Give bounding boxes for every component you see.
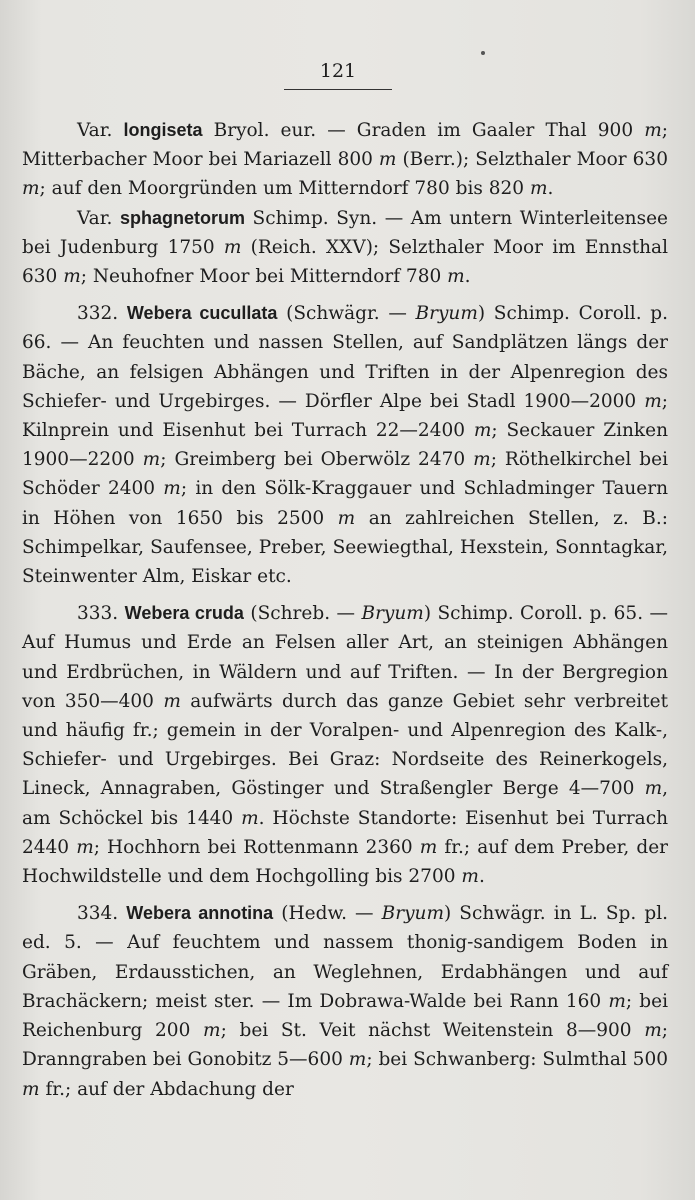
- unit: m: [644, 390, 662, 412]
- entry-lead: Var.: [77, 207, 113, 229]
- unit: m: [203, 1020, 221, 1042]
- entry-var-longiseta: Var. longiseta Bryol. eur. — Graden im Gaaler Thal 900 m; Mitterbacher Moor bei Mariazell 800 m (Berr.); Selzthaler Moor 630 m; auf den Moorgründen um Mitterndorf 780 bis 820 m.: [22, 120, 668, 200]
- unit: m: [644, 778, 663, 800]
- taxon-name: Webera annotina: [126, 903, 274, 924]
- page-number: 121: [319, 60, 357, 82]
- unit: m: [644, 120, 662, 141]
- entry-number: 334.: [77, 903, 119, 925]
- unit: m: [163, 478, 181, 500]
- unit: m: [447, 266, 465, 288]
- unit: m: [378, 149, 397, 171]
- entry-number: 333.: [77, 603, 119, 625]
- entry-number: 332.: [77, 303, 119, 325]
- unit: m: [223, 236, 242, 258]
- taxon-name: sphagnetorum: [119, 207, 245, 228]
- entry-var-sphagnetorum: Var. sphagnetorum Schimp. Syn. — Am untern Winterleitensee bei Judenburg 1750 m (Reich. XXV); Selzthaler Moor im Ennsthal 630 m; Neuhofner Moor bei Mitterndorf 780 m.: [22, 207, 668, 288]
- entry-334-webera-annotina: 334. Webera annotina (Hedw. — Bryum) Schwägr. in L. Sp. pl. ed. 5. — Auf feuchtem und nassem thonig-sandigem Boden in Gräben, Erdausstichen, an Weglehnen, Erdabhängen und auf Brachäckern; meist ster. — Im Dobrawa-Walde bei Rann 160 m; bei Reichenburg 200 m; bei St. Veit nächst Weitenstein 8—900 m; Dranngraben bei Gonobitz 5—600 m; bei Schwanberg: Sulmthal 500 m fr.; auf der Abdachung der: [22, 903, 669, 1100]
- unit: m: [142, 449, 161, 471]
- unit: m: [644, 1020, 662, 1042]
- unit: m: [473, 449, 491, 471]
- entry-332-webera-cucullata: 332. Webera cucullata (Schwägr. — Bryum) Schimp. Coroll. p. 66. — An feuchten und nassen Stellen, auf Sandplätzen längs der Bäche, an felsigen Abhängen und Triften in der Alpenregion des Schiefer- und Urgebirges. — Dörfler Alpe bei Stadl 1900—2000 m; Kilnprein und Eisenhut bei Turrach 22—2400 m; Seckauer Zinken 1900—2200 m; Greimberg bei Oberwölz 2470 m; Röthelkirchel bei Schöder 2400 m; in den Sölk-Kraggauer und Schladminger Tauern in Höhen von 1650 bis 2500 m an zahlreichen Stellen, z. B.: Schimpelkar, Saufensee, Preber, Seewiegthal, Hexstein, Sonntagkar, Steinwenter Alm, Eiskar etc.: [22, 303, 668, 588]
- unit: m: [419, 836, 438, 858]
- unit: m: [529, 178, 548, 200]
- unit: m: [63, 266, 81, 288]
- unit: m: [22, 1078, 40, 1100]
- taxon-name: Webera cruda: [124, 603, 244, 624]
- genus-synonym: Bryum: [415, 303, 478, 325]
- unit: m: [241, 807, 259, 829]
- header-rule: [284, 89, 392, 90]
- unit: m: [348, 1049, 367, 1071]
- unit: m: [461, 866, 479, 888]
- taxon-name: Webera cucullata: [126, 303, 278, 324]
- unit: m: [473, 420, 492, 442]
- taxon-name: longiseta: [123, 120, 203, 140]
- text-body: [22, 116, 668, 1104]
- entry-333-webera-cruda: 333. Webera cruda (Schreb. — Bryum) Schimp. Coroll. p. 65. — Auf Humus und Erde an Felsen aller Art, an steinigen Abhängen und Erdbrüchen, in Wäldern und auf Triften. — In der Bergregion von 350—400 m aufwärts durch das ganze Gebiet sehr verbreitet und häufig fr.; gemein in der Voralpen- und Alpenregion des Kalk-, Schiefer- und Urgebirges. Bei Graz: Nordseite des Reinerkogels, Lineck, Annagraben, Göstinger und Straßengler Berge 4—700 m, am Schöckel bis 1440 m. Höchste Standorte: Eisenhut bei Turrach 2440 m; Hochhorn bei Rottenmann 2360 m fr.; auf dem Preber, der Hochwildstelle und dem Hochgolling bis 2700 m.: [22, 603, 669, 888]
- unit: m: [76, 836, 94, 858]
- ink-speck: [481, 51, 485, 55]
- entry-lead: Var.: [77, 120, 113, 141]
- unit: m: [22, 178, 40, 200]
- genus-synonym: Bryum: [361, 603, 424, 625]
- unit: m: [608, 990, 626, 1012]
- unit: m: [337, 507, 356, 529]
- genus-synonym: Bryum: [381, 903, 444, 925]
- unit: m: [163, 690, 181, 712]
